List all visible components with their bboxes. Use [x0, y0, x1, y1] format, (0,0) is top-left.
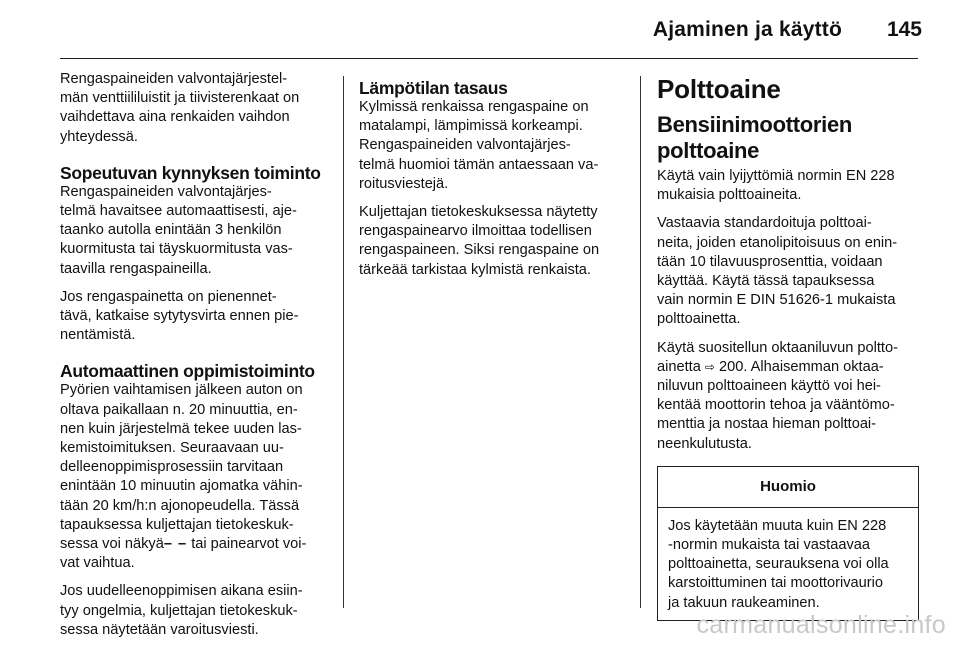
chapter-title: Ajaminen ja käyttö [652, 18, 842, 41]
section-heading: Lämpötilan tasaus [359, 78, 508, 98]
section-adaptive-threshold [60, 163, 332, 346]
paragraph: Vastaavia standardoituja polttoai- neita, joiden etanolipitoisuus on enin- tään 10 tilavuusprosenttia, voidaan käyttää. Käytä tässä tapauksessa vain normin E DIN 51626-1 mukaista polttoainetta. [657, 215, 898, 328]
section-auto-learning [60, 361, 332, 640]
paragraph: Rengaspaineiden valvontajärjes- telmä havaitsee automaattisesti, aje- taanko autolla enintään 3 henkilön kuormitusta tai täyskuormitusta vas- taavilla rengaspaineilla. [60, 183, 297, 277]
caution-box [657, 466, 919, 621]
paragraph: Käytä vain lyijyttömiä normin EN 228 mukaisia polttoaineita. [657, 168, 895, 204]
column-left [60, 70, 332, 649]
header-divider [60, 58, 918, 59]
watermark: carmanualsonline.info [696, 611, 946, 639]
column-divider [343, 76, 344, 608]
page-reference-arrow-icon: ⇨ [704, 359, 715, 374]
intro-paragraph: Rengaspaineiden valvontajärjestel- män venttiililuistit ja tiivisterenkaat on vaihdettava aina renkaiden vaihdon yhteydessä. [60, 71, 300, 145]
dashes-display-glyph: – – [163, 536, 188, 553]
subsection-heading: Bensiinimoottorien polttoaine [657, 112, 853, 163]
paragraph: Kylmissä renkaissa rengaspaine on matalampi, lämpimissä korkeampi. Rengaspaineiden valvontajärjes- telmä huomioi tämän antaessaan va- roitusviestejä. [359, 99, 599, 192]
paragraph: Pyörien vaihtamisen jälkeen auton on oltava paikallaan n. 20 minuuttia, en- nen kuin järjestelmä tekee uuden las- kemistoimituksen. Seuraavaan uu- delleenoppimisprosessiin tarvitaan enintään 10 minuutin ajomatka vähin- tään 20 km/h:n ajonopeudella. Tässä tapauksessa kuljettajan tietokeskuk- sessa voi näkyä– – tai painearvot voi- vat vaihtua. [60, 382, 307, 572]
chapter-heading: Polttoaine [657, 74, 781, 104]
caution-title: Huomio [658, 467, 918, 508]
paragraph: Kuljettajan tietokeskuksessa näytetty rengaspainearvo ilmoittaa todellisen rengaspaineen. Siksi rengaspaine on tärkeää tarkistaa kylmistä renkaista. [359, 204, 600, 278]
paragraph: Jos rengaspainetta on pienennet- tävä, katkaise sytytysvirta ennen pie- nentämistä. [60, 288, 299, 344]
paragraph: Käytä suositellun oktaaniluvun poltto- ainetta ⇨ 200. Alhaisemman oktaa- niluvun polttoaineen käyttö voi hei- kentää moottorin tehoa ja vääntömo- menttia ja nostaa hieman polttoai- neenkulutusta. [657, 339, 898, 452]
section-heading: Sopeutuvan kynnyksen toiminto [60, 162, 321, 183]
page-header [0, 0, 960, 60]
column-middle [359, 78, 631, 289]
caution-text: Jos käytetään muuta kuin EN 228 -normin mukaista tai vastaavaa polttoainetta, seurauksena voi olla karstoittuminen tai moottorivaurio ja takuun raukeaminen. [668, 517, 889, 611]
paragraph: Jos uudelleenoppimisen aikana esiin- tyy ongelmia, kuljettajan tietokeskuk- sessa näytetään varoitusviesti. [60, 583, 303, 638]
column-right [657, 74, 921, 621]
section-heading: Automaattinen oppimistoiminto [60, 361, 315, 382]
page-number: 145 [886, 18, 922, 41]
column-divider [640, 76, 641, 608]
